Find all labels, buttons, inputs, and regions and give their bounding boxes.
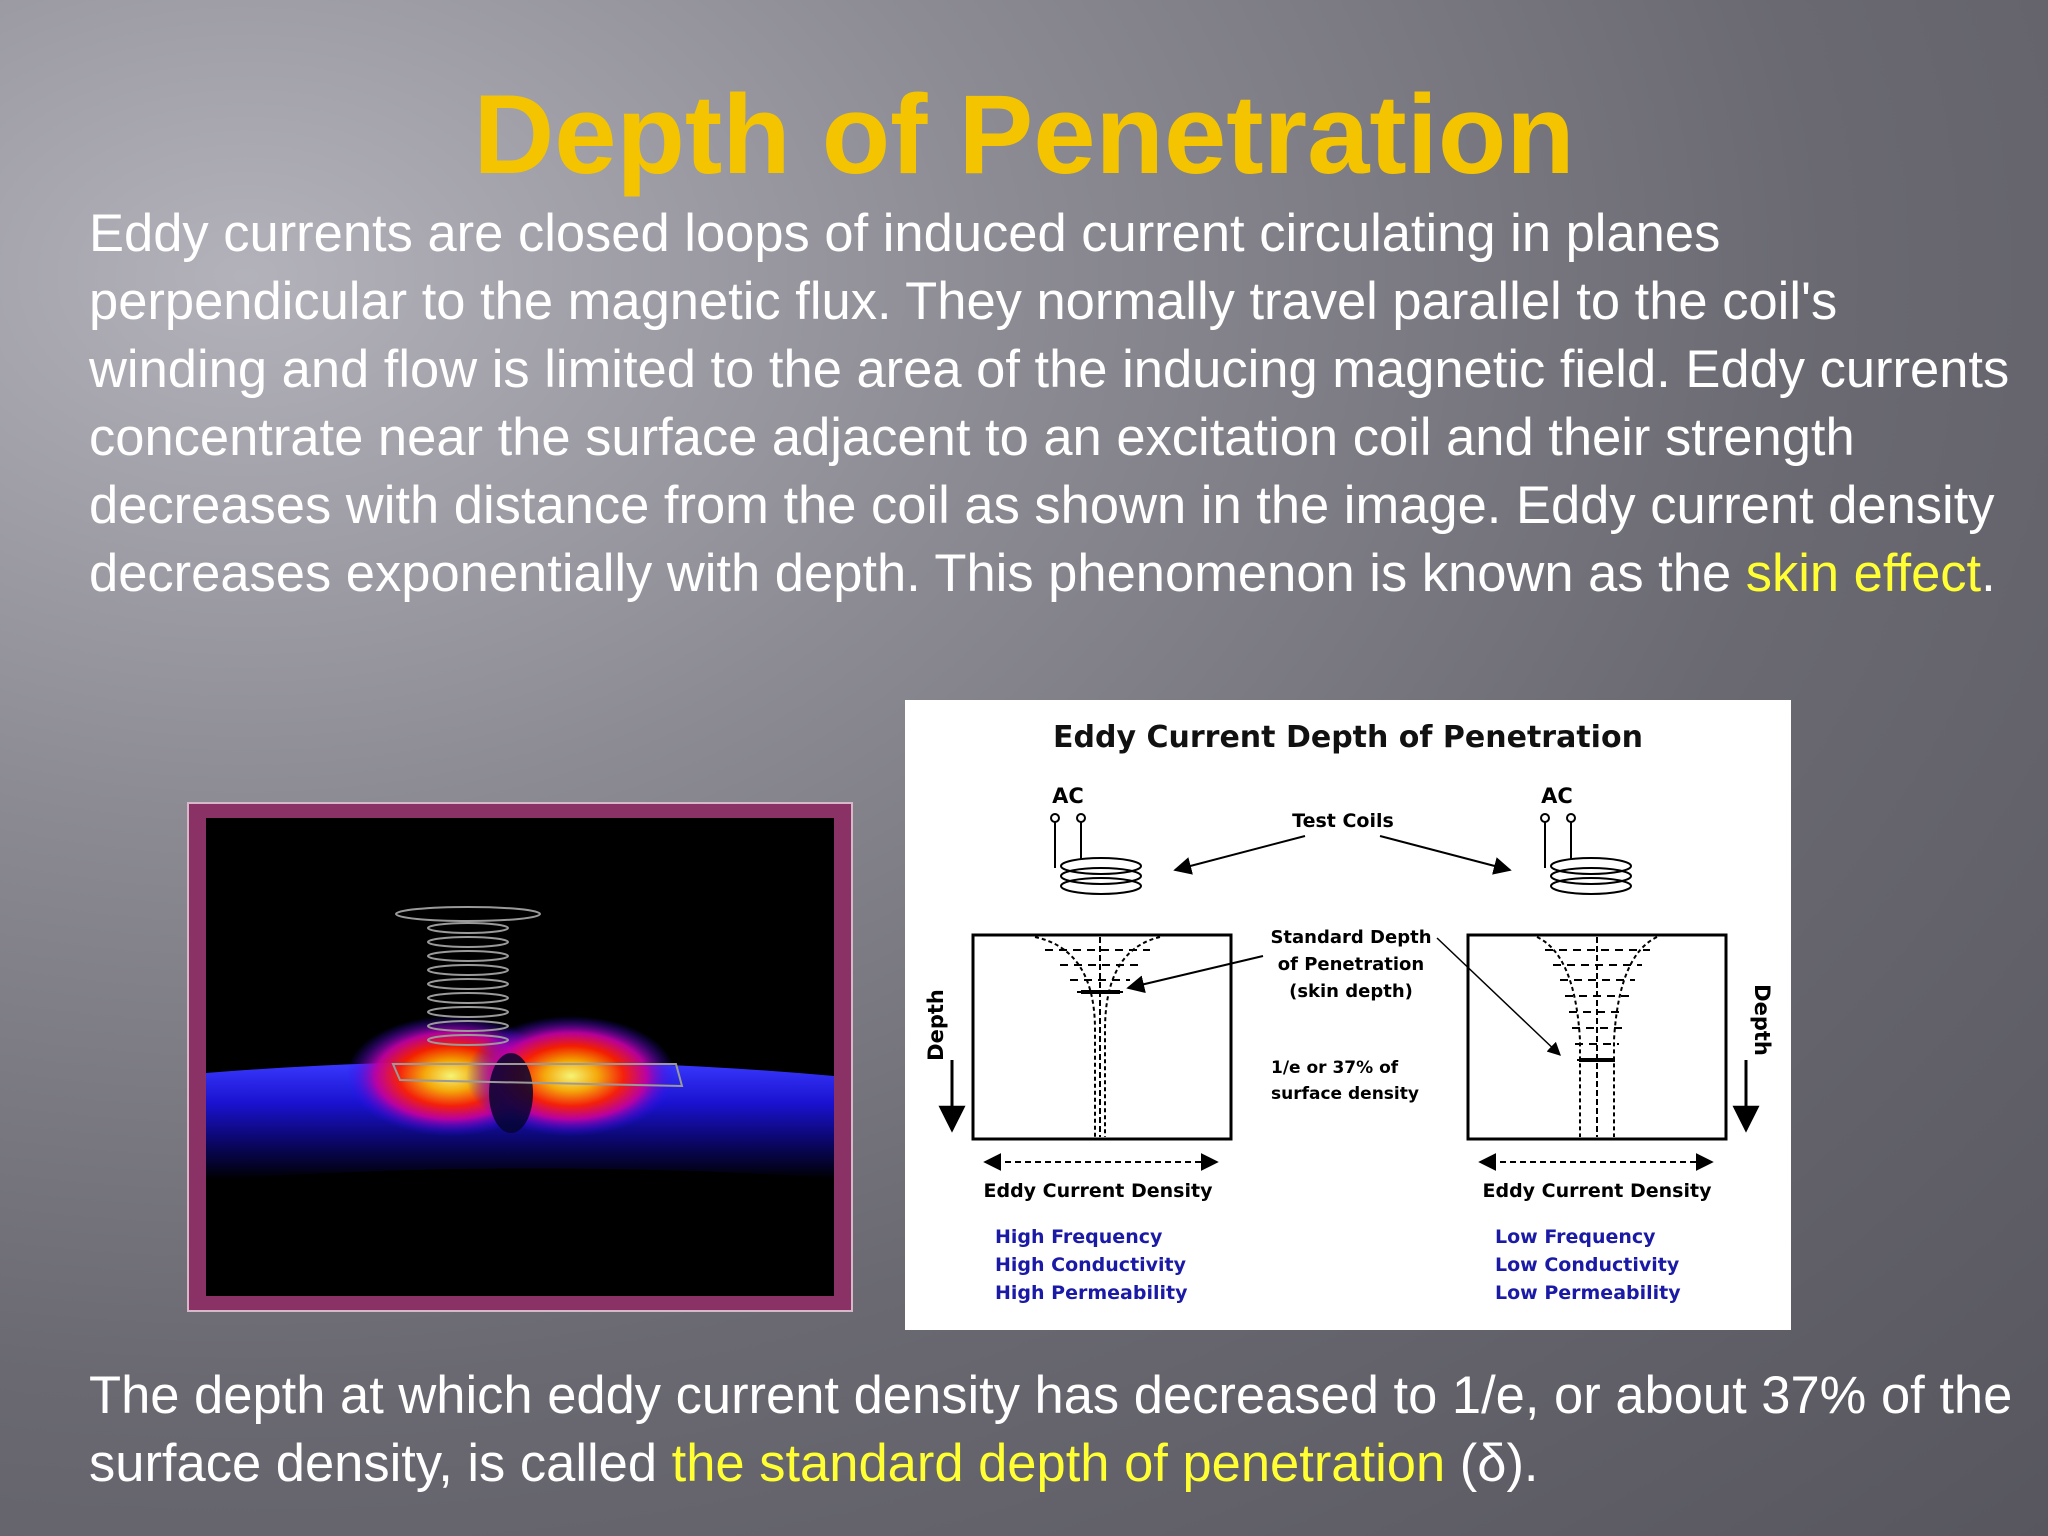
outro-text: The depth at which eddy current density has decreased to 1/e, or about 37% of the surface density, is called <box>89 1366 2013 1493</box>
slide-title: Depth of Penetration <box>473 72 1575 197</box>
ac-label-left: AC <box>1052 784 1084 808</box>
depth-label-left: Depth <box>924 989 948 1061</box>
low-conductivity-label: Low Conductivity <box>1495 1254 1680 1276</box>
outro-paragraph <box>89 1362 2019 1498</box>
high-permeability-label: High Permeability <box>995 1282 1188 1304</box>
material-box-right <box>1468 935 1726 1139</box>
intro-paragraph <box>89 200 2019 608</box>
coil-icon-left <box>1051 814 1141 894</box>
standard-depth-highlight: the standard depth of penetration <box>671 1434 1446 1493</box>
diagram-title: Eddy Current Depth of Penetration <box>1053 720 1643 755</box>
depth-label-right: Depth <box>1750 984 1774 1056</box>
material-box-left <box>973 935 1231 1139</box>
std-depth-line2: of Penetration <box>1277 954 1425 975</box>
intro-text: Eddy currents are closed loops of induced current circulating in planes perpendicular to the magnetic flux. They normally travel parallel to the coil's winding and flow is limited to the area of the inducing magnetic field. Eddy currents concentrate near the surface adjacent to an excitation coil and their strength decreases with distance from the coil as shown in the image. Eddy current density decreases exponentially with depth. This phenomenon is known as the <box>89 204 2010 603</box>
density-label-right: Eddy Current Density <box>1482 1180 1712 1202</box>
intro-end: . <box>1981 544 1996 603</box>
low-frequency-label: Low Frequency <box>1495 1226 1656 1248</box>
depth-of-penetration-diagram <box>905 700 1791 1330</box>
surface-density-line2: surface density <box>1271 1084 1419 1104</box>
test-coils-label: Test Coils <box>1292 810 1394 832</box>
std-depth-line3: (skin depth) <box>1289 981 1413 1002</box>
surface-density-line1: 1/e or 37% of <box>1271 1058 1399 1078</box>
high-conductivity-label: High Conductivity <box>995 1254 1187 1276</box>
coil-icon-right <box>1541 814 1631 894</box>
low-permeability-label: Low Permeability <box>1495 1282 1681 1304</box>
density-label-left: Eddy Current Density <box>983 1180 1213 1202</box>
simulation-canvas <box>206 818 834 1296</box>
std-depth-line1: Standard Depth <box>1270 927 1432 948</box>
high-frequency-label: High Frequency <box>995 1226 1163 1248</box>
ac-label-right: AC <box>1541 784 1573 808</box>
outro-end: (δ). <box>1445 1434 1539 1493</box>
skin-effect-highlight: skin effect <box>1745 544 1982 603</box>
eddy-current-simulation-image <box>187 802 853 1312</box>
